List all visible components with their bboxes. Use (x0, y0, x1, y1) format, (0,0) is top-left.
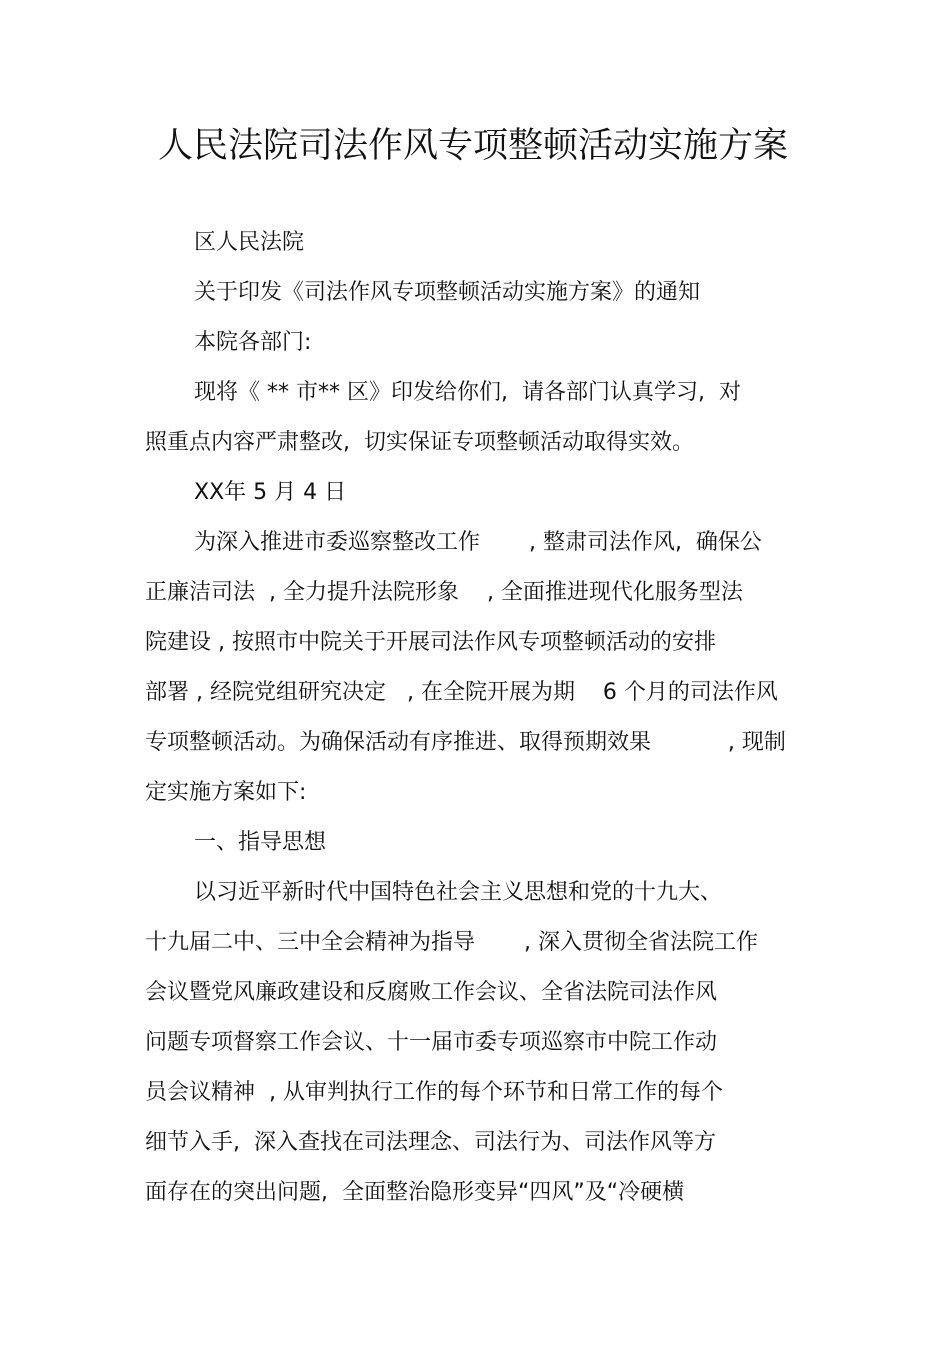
body-line: 会议暨党风廉政建设和反腐败工作会议、全省法院司法作风 (145, 980, 718, 1005)
body-line: 定实施方案如下: (145, 780, 307, 805)
org-name: 区人民法院 (194, 230, 305, 255)
notice-title: 关于印发《司法作风专项整顿活动实施方案》的通知 (194, 280, 701, 305)
body-line: 正廉洁司法 , 全力提升法院形象 , 全面推进现代化服务型法 (145, 580, 743, 605)
body-line: 照重点内容严肃整改, 切实保证专项整顿活动取得实效。 (145, 430, 694, 455)
body-line: 面存在的突出问题, 全面整治隐形变异“四风”及“冷硬横 (145, 1180, 685, 1205)
body-line: 院建设 , 按照市中院关于开展司法作风专项整顿活动的安排 (145, 630, 716, 655)
document-title: 人民法院司法作风专项整顿活动实施方案 (158, 126, 789, 166)
body-line: 十九届二中、三中全会精神为指导 , 深入贯彻全省法院工作 (145, 930, 758, 955)
notice-date: XX年 5 月 4 日 (194, 480, 347, 505)
body-line: 现将《 ** 市** 区》印发给你们, 请各部门认真学习, 对 (194, 380, 741, 405)
body-line: 部署 , 经院党组研究决定 , 在全院开展为期 6 个月的司法作风 (145, 680, 778, 705)
body-line: 以习近平新时代中国特色社会主义思想和党的十九大、 (194, 880, 723, 905)
body-line: 员会议精神 , 从审判执行工作的每个环节和日常工作的每个 (145, 1080, 723, 1105)
section-heading: 一、指导思想 (194, 830, 327, 855)
body-line: 专项整顿活动。为确保活动有序推进、取得预期效果 , 现制 (145, 730, 786, 755)
body-line: 问题专项督察工作会议、十一届市委专项巡察市中院工作动 (145, 1030, 718, 1055)
body-line: 为深入推进市委巡察整改工作 , 整肃司法作风, 确保公 (194, 530, 762, 555)
recipient: 本院各部门: (194, 330, 312, 355)
body-line: 细节入手, 深入查找在司法理念、司法行为、司法作风等方 (145, 1130, 716, 1155)
